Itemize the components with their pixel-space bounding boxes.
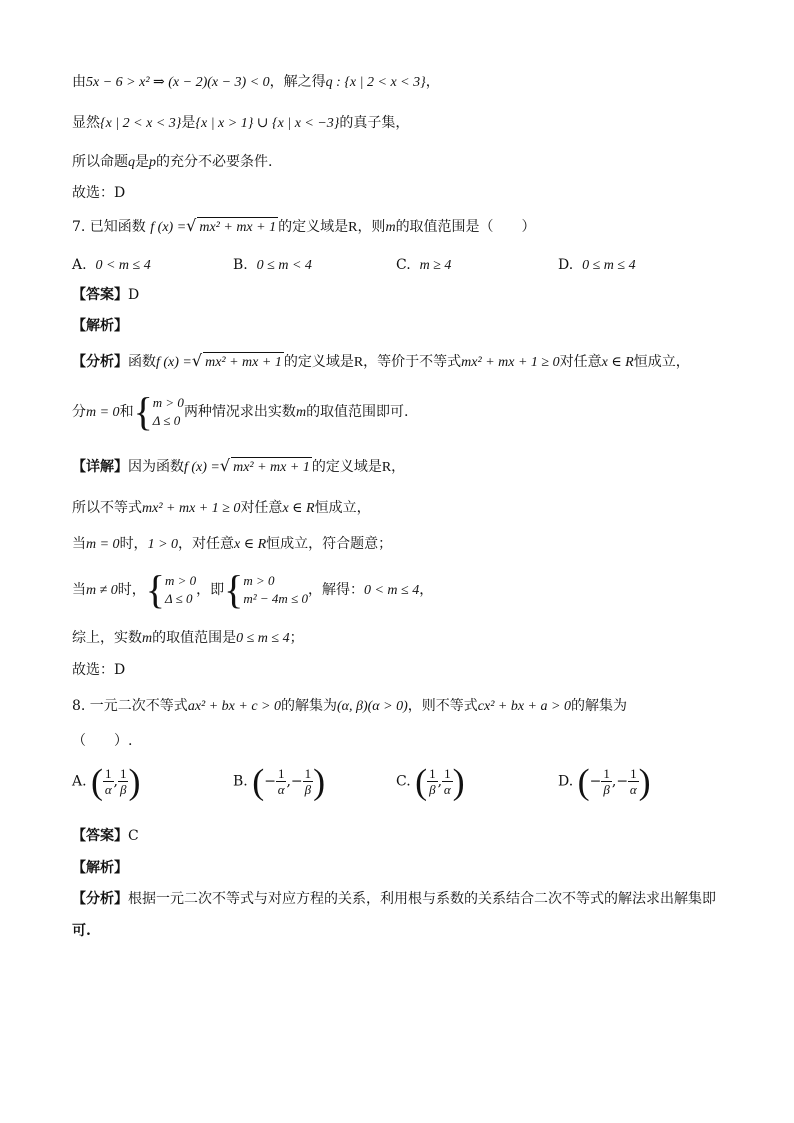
math-radicand: mx² + mx + 1	[231, 457, 312, 478]
q7-step-3	[72, 567, 734, 612]
math-radicand: mx² + mx + 1	[197, 217, 278, 238]
text: 显然	[72, 115, 100, 131]
answer-value: D	[128, 287, 140, 303]
denominator: α	[104, 782, 112, 797]
math-condition: m = 0	[86, 537, 120, 552]
text: 的解集为	[281, 698, 337, 714]
text: 7. 已知函数	[72, 219, 146, 235]
option-label: A.	[72, 773, 87, 790]
math-var: m	[385, 220, 396, 235]
paren-icon: )	[128, 761, 141, 802]
math-set: (α, β)(α > 0)	[337, 699, 408, 714]
text: ，	[425, 74, 440, 90]
numerator: 1	[304, 766, 312, 781]
math-result: 0 ≤ m ≤ 4	[236, 631, 290, 646]
denominator: α	[443, 782, 451, 797]
math-function: f (x) =	[150, 220, 187, 235]
text: 是	[135, 154, 149, 170]
text: 因为函数	[128, 459, 184, 475]
math-function: f (x) =	[156, 355, 192, 370]
math-condition: m ≠ 0	[86, 583, 118, 598]
paren-icon: (	[415, 761, 428, 802]
text: 由	[72, 74, 86, 90]
text: 恒成立，	[314, 500, 371, 516]
text: 是	[181, 115, 196, 131]
text: ，对任意	[178, 536, 235, 552]
math-inequality: ax² + bx + c > 0	[187, 699, 281, 714]
text: 的取值范围是（ ）	[395, 219, 536, 235]
math-set: q : {x | 2 < x < 3}	[325, 75, 426, 90]
text: 的定义域是	[278, 219, 349, 235]
text: 的取值范围是	[152, 630, 237, 646]
option-label: D.	[558, 257, 574, 273]
math-system	[145, 567, 197, 612]
math-var: q	[128, 155, 135, 170]
text: 8. 一元二次不等式	[72, 698, 188, 714]
text: 时，	[117, 582, 146, 598]
numerator: 1	[119, 766, 127, 781]
math-inequality: 1 > 0	[147, 537, 179, 552]
text: 的充分不必要条件.	[156, 154, 273, 170]
text: ，等价于不等式	[363, 354, 462, 370]
denominator: β	[304, 782, 312, 797]
text: ，	[419, 582, 434, 598]
math-result: 0 < m ≤ 4	[363, 583, 420, 598]
math-inequality: mx² + mx + 1 ≥ 0	[461, 355, 560, 370]
paren-icon: (	[91, 761, 104, 802]
q7-option-b	[233, 255, 312, 276]
text: 两种情况求出实数	[183, 404, 296, 420]
option-math: m ≥ 4	[419, 258, 452, 273]
denominator: α	[277, 782, 285, 797]
fenxi-tag: 【分析】	[72, 354, 128, 370]
brace-icon: {	[145, 567, 165, 612]
numerator: 1	[630, 766, 637, 781]
q8-option-c: C. ( $\frac{1}{\beta}$ , $\frac{1}{\alpha}$ )	[396, 761, 465, 802]
option-math: 0 ≤ m ≤ 4	[582, 258, 636, 273]
q8-option-a: A. ( $\frac{1}{\alpha}$ , $\frac{1}{\beta}$ )	[72, 761, 141, 802]
q8-answer	[72, 826, 734, 846]
brace-icon: {	[133, 389, 153, 434]
q7-step-1	[72, 498, 734, 519]
text: 的取值范围即可.	[306, 404, 409, 420]
numerator: 1	[444, 766, 451, 781]
option-label: A.	[72, 257, 87, 273]
math-condition: m = 0	[86, 405, 120, 420]
sign: −	[589, 773, 602, 790]
paren-icon: (	[252, 761, 265, 802]
denominator: β	[119, 782, 127, 797]
text: 当	[72, 536, 86, 552]
paren-icon: )	[638, 761, 651, 802]
math-set: {x | 2 < x < 3}	[100, 116, 182, 131]
q7-step-2	[72, 534, 734, 555]
math-set: R	[353, 355, 364, 370]
solution-line-2	[72, 113, 734, 134]
sqrt-icon: √	[186, 216, 197, 235]
math-inequality: cx² + bx + a > 0	[477, 699, 571, 714]
text: 恒成立，符合题意；	[266, 536, 393, 552]
text: 的定义域是	[311, 459, 382, 475]
system-row: Δ ≤ 0	[152, 413, 181, 428]
option-label: C.	[396, 773, 411, 790]
math-var: m	[295, 405, 307, 420]
option-math: 0 ≤ m < 4	[256, 258, 312, 273]
math-inequality: mx² + mx + 1 ≥ 0	[142, 501, 241, 516]
text: 所以命题	[72, 154, 128, 170]
text: ，解之得	[269, 74, 326, 90]
option-label: C.	[396, 257, 411, 273]
answer-value: C	[128, 828, 139, 844]
text: 当	[72, 582, 86, 598]
text: 时，	[119, 536, 148, 552]
sign: −	[616, 773, 629, 790]
text: 根据一元二次不等式与对应方程的关系，利用根与系数的关系结合二次不等式的解法求出解集即	[128, 891, 716, 907]
numerator: 1	[429, 766, 436, 781]
math-system	[133, 389, 184, 434]
text: ，则	[357, 219, 386, 235]
text: 分	[72, 404, 86, 420]
q7-option-c	[396, 255, 451, 276]
text: 恒成立，	[633, 354, 690, 370]
math-set: R	[381, 460, 392, 475]
option-math: 0 < m ≤ 4	[95, 258, 151, 273]
math-condition: x ∈ R	[234, 537, 267, 552]
math-set: R	[348, 220, 358, 235]
text: 函数	[128, 354, 156, 370]
text: ，解得：	[307, 582, 364, 598]
fenxi-tag: 【分析】	[72, 891, 128, 907]
text: ，则不等式	[407, 698, 478, 714]
math-function: f (x) =	[184, 460, 220, 475]
answer-tag: 【答案】	[72, 828, 128, 844]
choice-line: 故选：D	[72, 185, 126, 201]
q7-xiangjie	[72, 456, 734, 478]
math-radicand: mx² + mx + 1	[203, 352, 284, 373]
math-condition: x ∈ R	[282, 501, 315, 516]
q8-stem-end: （ ）.	[72, 733, 133, 749]
q7-choice: 故选：D	[72, 662, 126, 678]
option-label: B.	[233, 257, 248, 273]
math-condition: x ∈ R	[601, 355, 634, 370]
denominator: β	[603, 782, 610, 797]
text: 的真子集，	[339, 115, 410, 131]
denominator: β	[429, 782, 436, 797]
q8-option-b: B. (− $\frac{1}{\alpha}$ ,− $\frac{1}{\beta}$ )	[233, 761, 326, 802]
sign: −	[264, 773, 276, 790]
q8-stem	[72, 696, 734, 717]
system-row: m > 0	[152, 395, 184, 410]
math-var: p	[149, 155, 156, 170]
text: 对任意	[240, 500, 283, 516]
q8-option-d: D. (− $\frac{1}{\beta}$ ,− $\frac{1}{\alpha}$ )	[558, 761, 651, 802]
sign: −	[290, 773, 303, 790]
math-system	[224, 567, 308, 612]
q7-stem	[72, 216, 734, 238]
solution-line-1	[72, 72, 734, 93]
math-inequality: 5x − 6 > x² ⇒ (x − 2)(x − 3) < 0	[86, 75, 270, 90]
text: 和	[119, 404, 134, 420]
q7-answer	[72, 285, 734, 305]
q7-step-4	[72, 628, 734, 649]
q8-fenxi	[72, 889, 734, 909]
q8-analysis-tag: 【解析】	[72, 860, 128, 876]
option-label: B.	[233, 773, 248, 790]
sqrt-icon: √	[191, 351, 203, 370]
option-label: D.	[558, 773, 574, 790]
q7-fenxi-cases	[72, 389, 734, 434]
q8-fenxi-end: 可.	[72, 923, 91, 939]
numerator: 1	[105, 766, 112, 781]
math-set: {x | x > 1} ∪ {x | x < −3}	[195, 116, 340, 131]
text: ，	[391, 459, 406, 475]
sqrt-icon: √	[219, 456, 231, 475]
denominator: α	[629, 782, 637, 797]
solution-line-3	[72, 152, 734, 173]
system-row: Δ ≤ 0	[165, 591, 193, 606]
text: 的解集为	[570, 698, 627, 714]
math-var: m	[142, 631, 153, 646]
xiangjie-tag: 【详解】	[72, 459, 128, 475]
brace-icon: {	[224, 567, 244, 612]
system-row: m > 0	[243, 573, 275, 588]
paren-icon: )	[452, 761, 465, 802]
q7-option-d	[558, 255, 636, 276]
system-row: m > 0	[165, 573, 197, 588]
numerator: 1	[603, 766, 610, 781]
paren-icon: )	[313, 761, 326, 802]
q7-option-a	[72, 255, 151, 276]
answer-tag: 【答案】	[72, 287, 128, 303]
text: 所以不等式	[72, 500, 142, 516]
text: 综上，实数	[72, 630, 142, 646]
text: ；	[289, 630, 304, 646]
system-row: m² − 4m ≤ 0	[243, 591, 308, 606]
text: 的定义域是	[283, 354, 354, 370]
text: ，即	[196, 582, 225, 598]
numerator: 1	[277, 766, 285, 781]
paren-icon: (	[577, 761, 590, 802]
text: 对任意	[559, 354, 602, 370]
q7-analysis-tag: 【解析】	[72, 318, 128, 334]
q7-fenxi	[72, 351, 734, 373]
